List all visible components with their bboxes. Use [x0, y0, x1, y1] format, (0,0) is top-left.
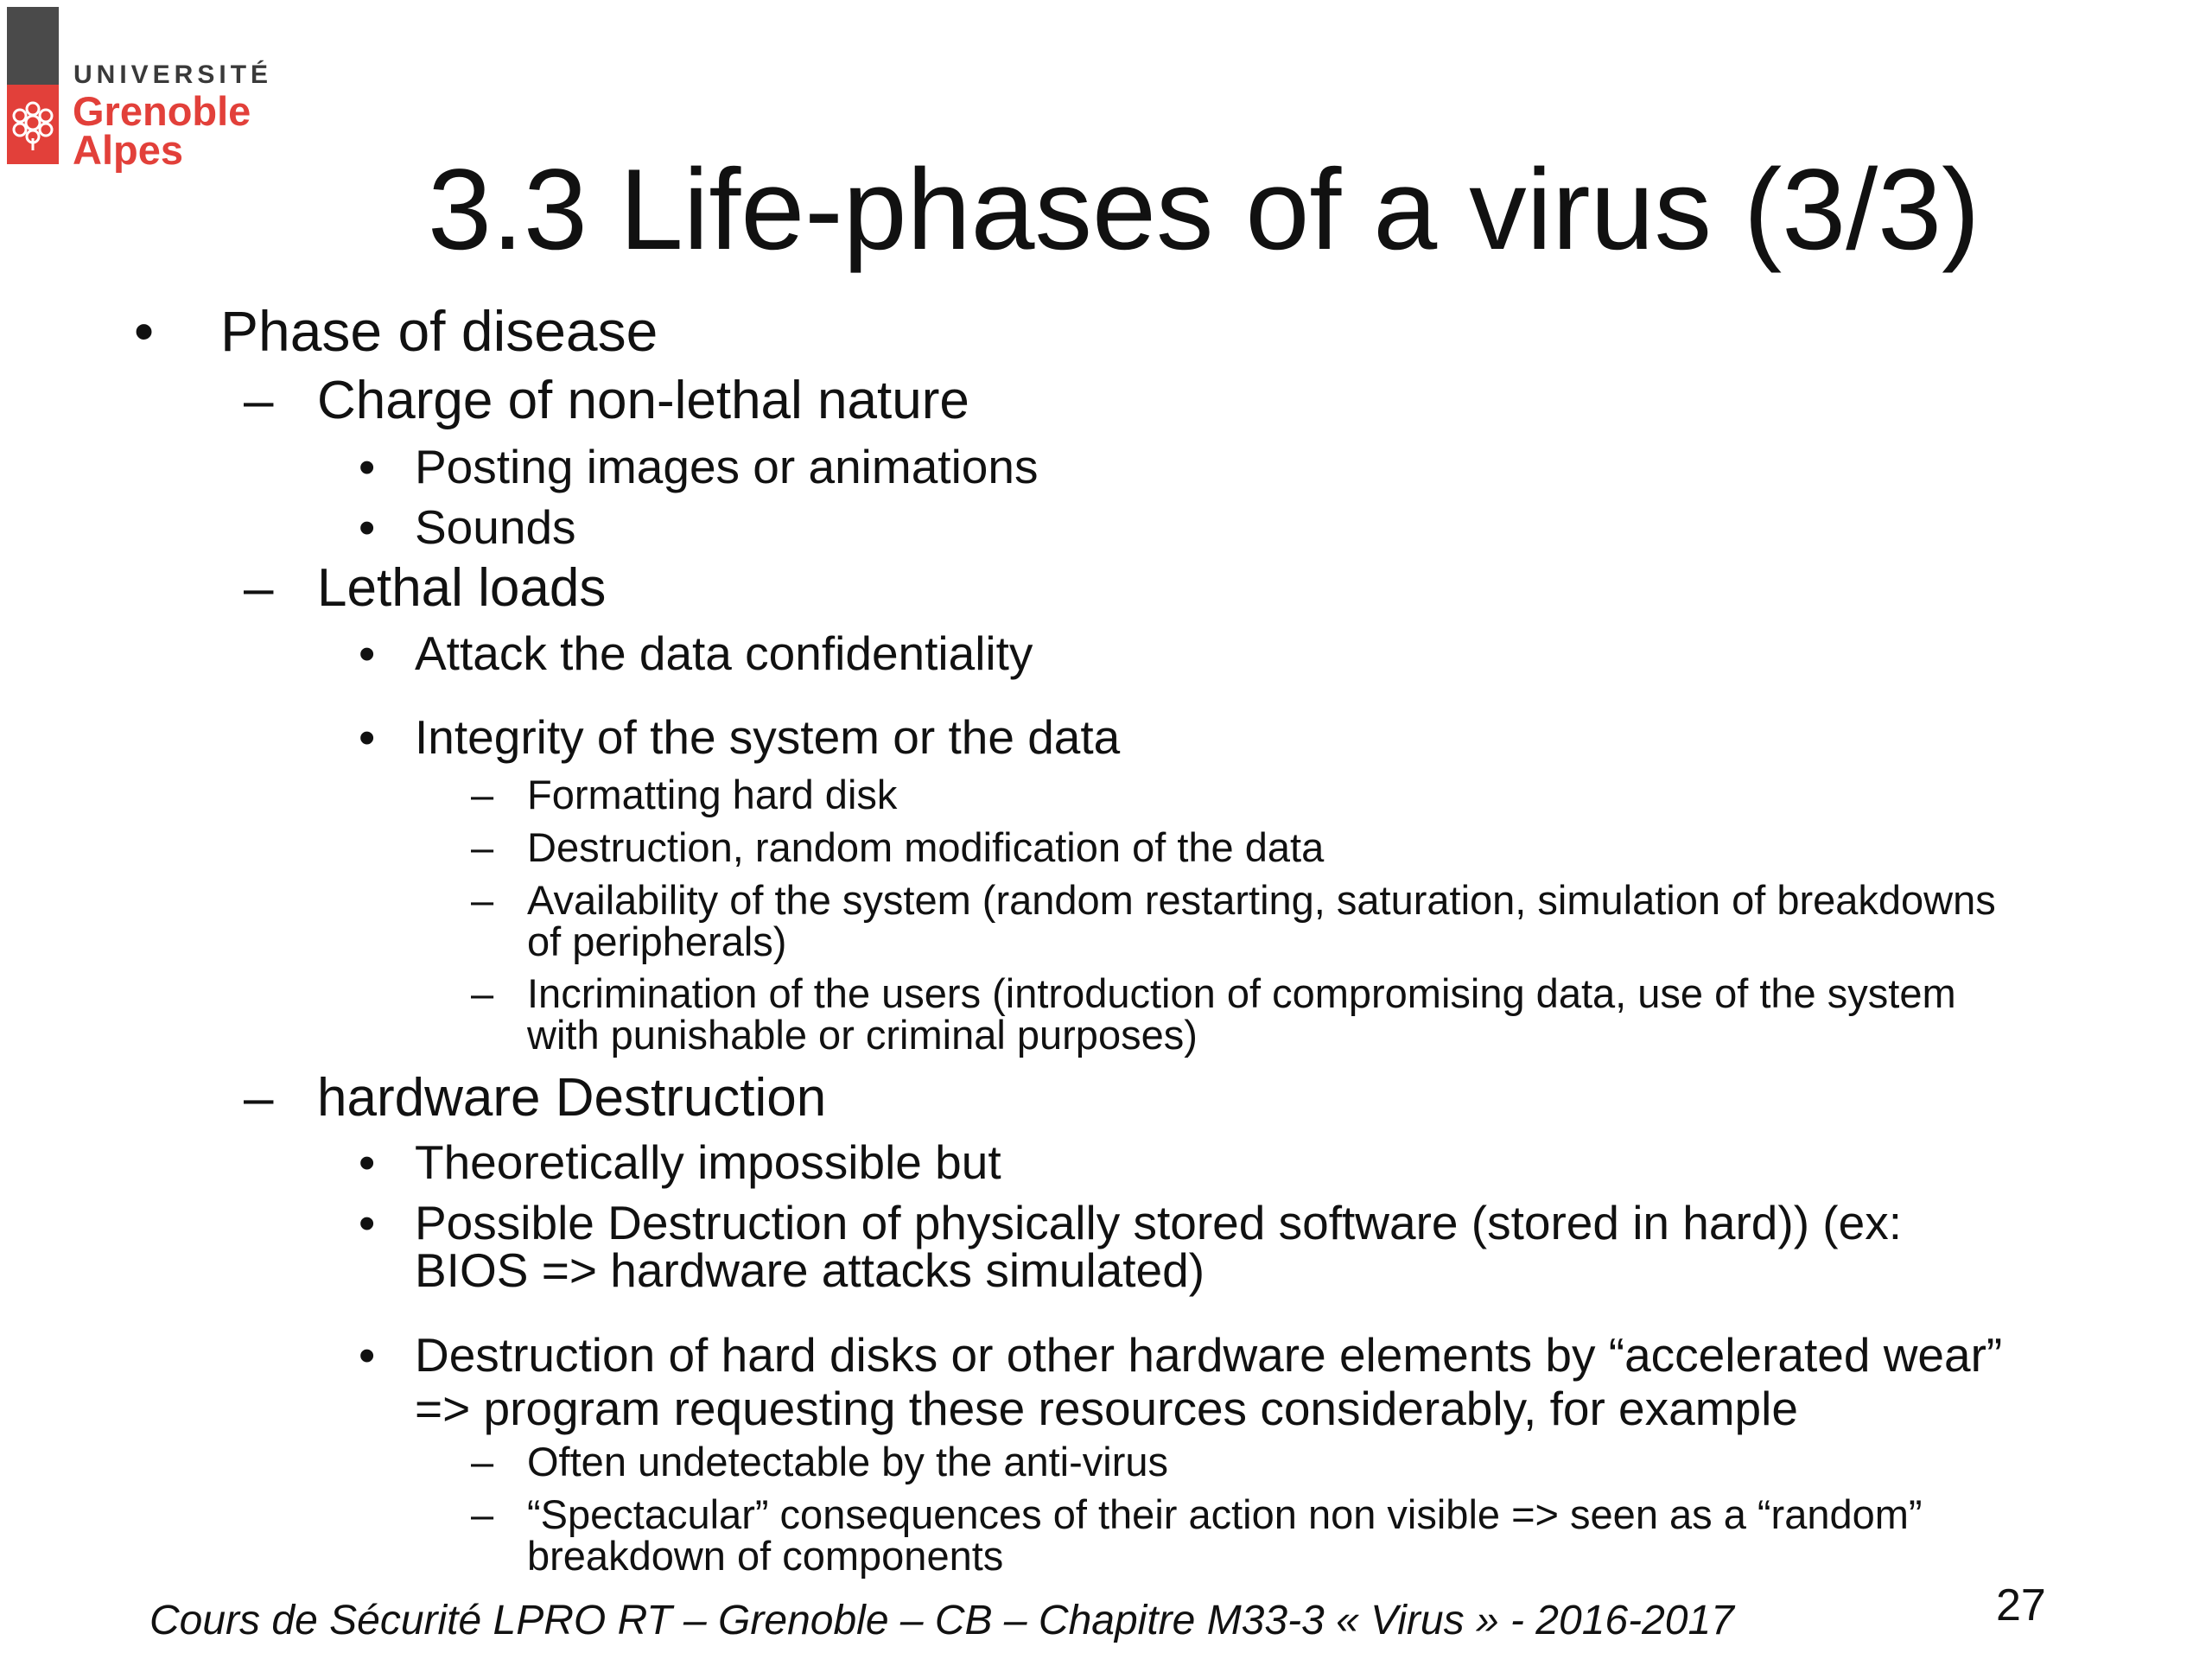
bullet-marker: •: [359, 626, 376, 680]
dash-marker: –: [471, 772, 494, 817]
dash-marker: –: [244, 558, 274, 618]
non-lethal-heading: Charge of non-lethal nature: [317, 371, 969, 430]
list-item: Possible Destruction of physically stored software (stored in hard)) (ex:: [415, 1196, 1902, 1249]
list-item: Posting images or animations: [415, 440, 1039, 493]
bullet-marker: •: [134, 299, 155, 363]
list-item-continuation: BIOS => hardware attacks simulated): [415, 1243, 1205, 1297]
dash-marker: –: [471, 824, 494, 870]
dash-marker: –: [244, 371, 274, 430]
list-item-continuation: with punishable or criminal purposes): [527, 1012, 1198, 1058]
bullet-marker: •: [359, 500, 376, 554]
slide-title: 3.3 Life-phases of a virus (3/3): [428, 146, 1980, 274]
footer-text: Cours de Sécurité LPRO RT – Grenoble – CB – Chapitre M33-3 « Virus » - 2016-2017: [149, 1598, 1734, 1643]
bullet-marker: •: [359, 1135, 376, 1189]
list-item: Often undetectable by the anti-virus: [527, 1439, 1168, 1484]
bullet-marker: •: [359, 1196, 376, 1249]
lethal-heading: Lethal loads: [317, 558, 607, 618]
phase-of-disease: Phase of disease: [220, 299, 658, 363]
dash-marker: –: [471, 1439, 494, 1484]
bullet-marker: •: [359, 710, 376, 764]
list-item: Attack the data confidentiality: [415, 626, 1033, 680]
list-item: Availability of the system (random restarting, saturation, simulation of breakdowns: [527, 877, 1996, 923]
list-item-continuation: => program requesting these resources considerably, for example: [415, 1382, 1798, 1435]
page-number: 27: [1996, 1580, 2046, 1630]
dash-marker: –: [471, 970, 494, 1016]
bullet-marker: •: [359, 440, 376, 493]
bullet-marker: •: [359, 1328, 376, 1382]
list-item-continuation: of peripherals): [527, 918, 787, 964]
dash-marker: –: [471, 1491, 494, 1537]
dash-marker: –: [244, 1068, 274, 1128]
list-item: Integrity of the system or the data: [415, 710, 1121, 764]
list-item: Sounds: [415, 500, 576, 554]
logo-dark-bar: [7, 7, 59, 85]
logo-universite: UNIVERSITÉ: [73, 60, 273, 89]
list-item: Destruction, random modification of the data: [527, 824, 1325, 870]
list-item: Destruction of hard disks or other hardware elements by “accelerated wear”: [415, 1328, 2003, 1382]
logo-alpes: Alpes: [73, 127, 183, 173]
list-item-continuation: breakdown of components: [527, 1533, 1004, 1579]
list-item: “Spectacular” consequences of their action non visible => seen as a “random”: [527, 1491, 1923, 1537]
list-item: Formatting hard disk: [527, 772, 898, 817]
hardware-heading: hardware Destruction: [317, 1068, 827, 1128]
list-item: Theoretically impossible but: [415, 1135, 1001, 1189]
logo-grenoble: Grenoble: [73, 88, 251, 134]
list-item: Incrimination of the users (introduction of compromising data, use of the system: [527, 970, 1956, 1016]
dash-marker: –: [471, 877, 494, 923]
logo-flower-icon: [7, 85, 59, 164]
